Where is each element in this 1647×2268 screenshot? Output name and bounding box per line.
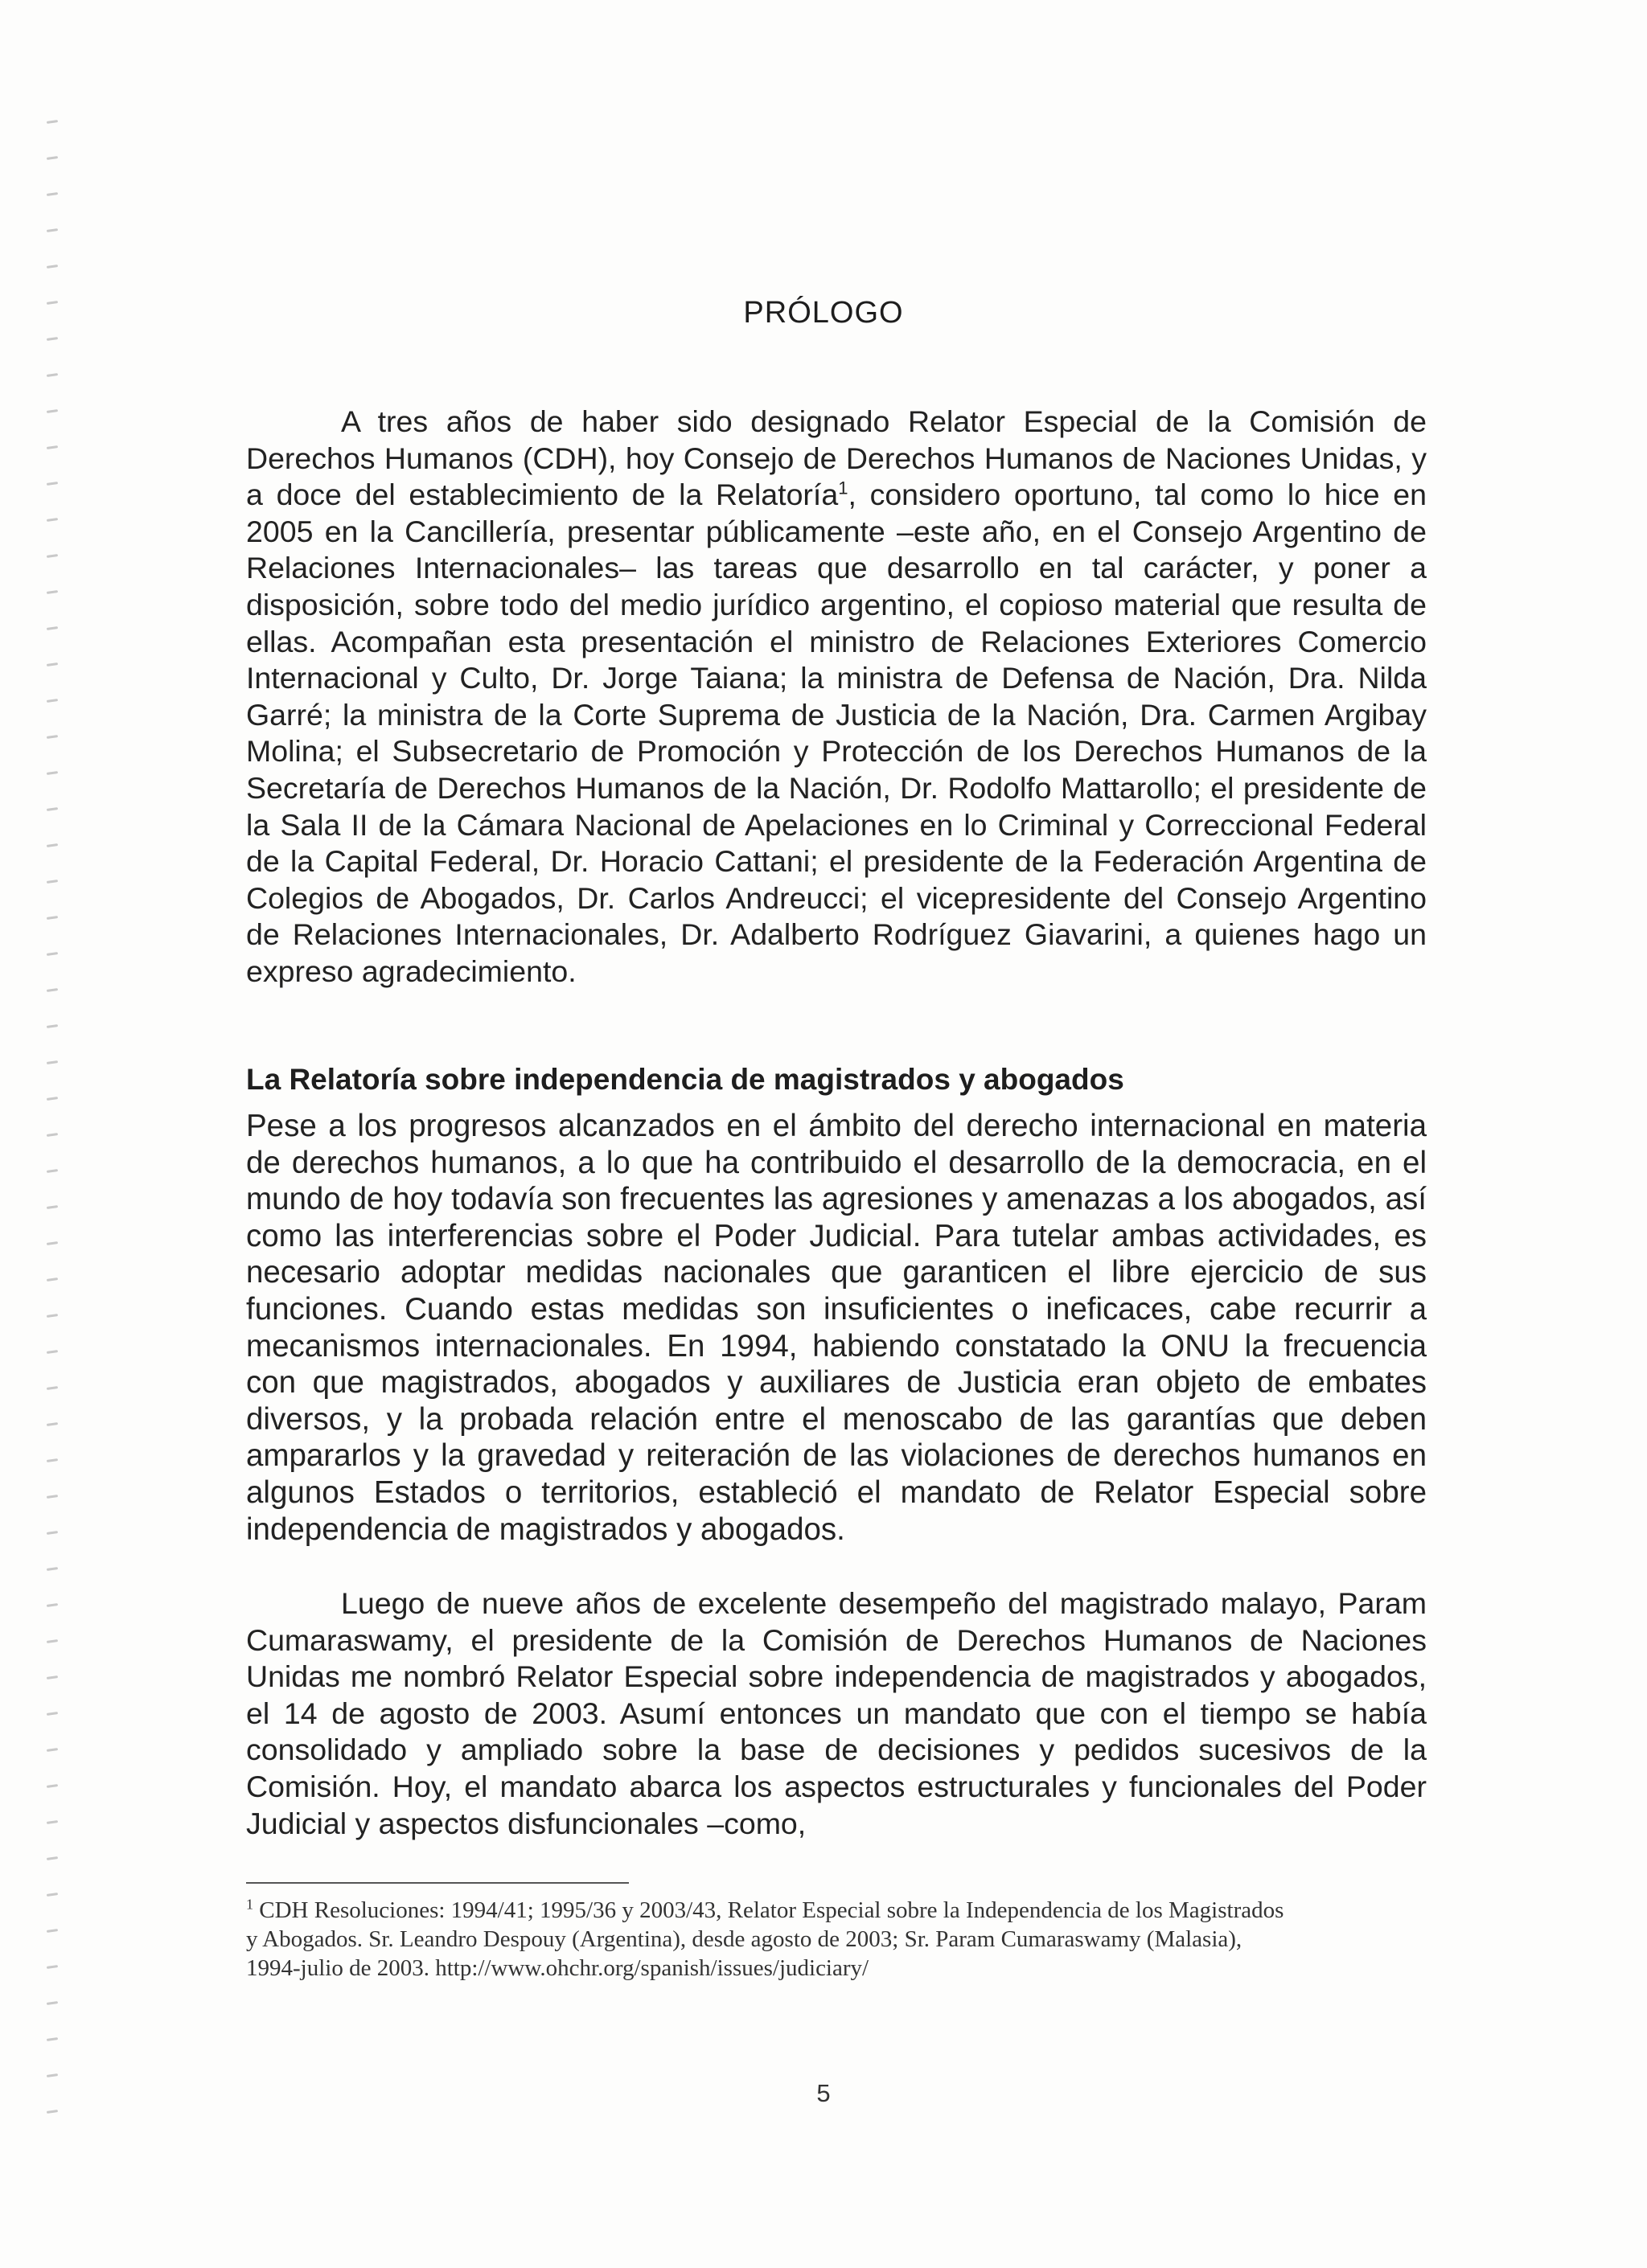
page-number: 5 [816,2079,831,2107]
paragraph-intro-part2: , considero oportuno, tal como lo hice en 2005 en la Cancillería, presentar públicamente –este año, en el Consejo Argentino de Relaciones Internacionales– las tareas que desarrollo en tal carácter, y poner a disposición, sobre todo del medio jurídico argentino, el copioso material que resulta de ellas. Acompañan esta presentación el ministro de Relaciones Exteriores Comercio Internacional y Culto, Dr. Jorge Taiana; la ministra de Defensa de Nación, Dra. Nilda Garré; la ministra de la Corte Suprema de Justicia de la Nación, Dra. Carmen Argibay Molina; el Subsecretario de Promoción y Protección de los Derechos Humanos de la Secretaría de Derechos Humanos de la Nación, Dr. Rodolfo Mattarollo; el presidente de la Sala II de la Cámara Nacional de Apelaciones en lo Criminal y Correccional Federal de la Capital Federal, Dr. Horacio Cattani; el presidente de la Federación Argentina de Colegios de Abogados, Dr. Carlos Andreucci; el vicepresidente del Consejo Argentino de Relaciones Internacionales, Dr. Adalberto Rodríguez Giavarini, a quienes hago un expreso agradecimiento. [246,478,1427,988]
section-heading: La Relatoría sobre independencia de magistrados y abogados [246,1063,1124,1096]
footnote [246,1896,1292,1983]
footnote-divider [246,1882,629,1884]
scan-edge-marks [47,121,71,2227]
paragraph-intro [246,404,1427,990]
footnote-marker: 1 [246,1896,253,1913]
page-title: PRÓLOGO [743,296,904,330]
footnote-text: CDH Resoluciones: 1994/41; 1995/36 y 2003/43, Relator Especial sobre la Independencia de los Magistrados y Abogados. Sr. Leandro Despouy (Argentina), desde agosto de 2003; Sr. Param Cumaraswamy (Malasia), 1994-julio de 2003. http://www.ohchr.org/spanish/issues/judiciary/ [246,1897,1284,1981]
footnote-reference: 1 [838,478,848,498]
paragraph-mandate: Luego de nueve años de excelente desempeño del magistrado malayo, Param Cumaraswamy, el presidente de la Comisión de Derechos Humanos de Naciones Unidas me nombró Relator Especial sobre independencia de magistrados y abogados, el 14 de agosto de 2003. Asumí entonces un mandato que con el tiempo se había consolidado y ampliado sobre la base de decisiones y pedidos sucesivos de la Comisión. Hoy, el mandato abarca los aspectos estructurales y funcionales del Poder Judicial y aspectos disfuncionales –como, [246,1586,1427,1840]
paragraph-intro-part1: A tres años de haber sido designado Relator Especial de la Comisión de Derechos Humanos (CDH), hoy Consejo de Derechos Humanos de Naciones Unidas, y a doce del establecimiento de la Relatoría [246,404,1427,512]
paragraph-relatoria: Pese a los progresos alcanzados en el ámbito del derecho internacional en materia de derechos humanos, a lo que ha contribuido el desarrollo de la democracia, en el mundo de hoy todavía son frecuentes las agresiones y amenazas a los abogados, así como las interferencias sobre el Poder Judicial. Para tutelar ambas actividades, es necesario adoptar medidas nacionales que garanticen el libre ejercicio de sus funciones. Cuando estas medidas son insuficientes o ineficaces, cabe recurrir a mecanismos internacionales. En 1994, habiendo constatado la ONU la frecuencia con que magistrados, abogados y auxiliares de Justicia eran objeto de embates diversos, y la probada relación entre el menoscabo de las garantías que deben ampararlos y la gravedad y reiteración de las violaciones de derechos humanos en algunos Estados o territorios, estableció el mandato de Relator Especial sobre independencia de magistrados y abogados. [246,1109,1427,1547]
